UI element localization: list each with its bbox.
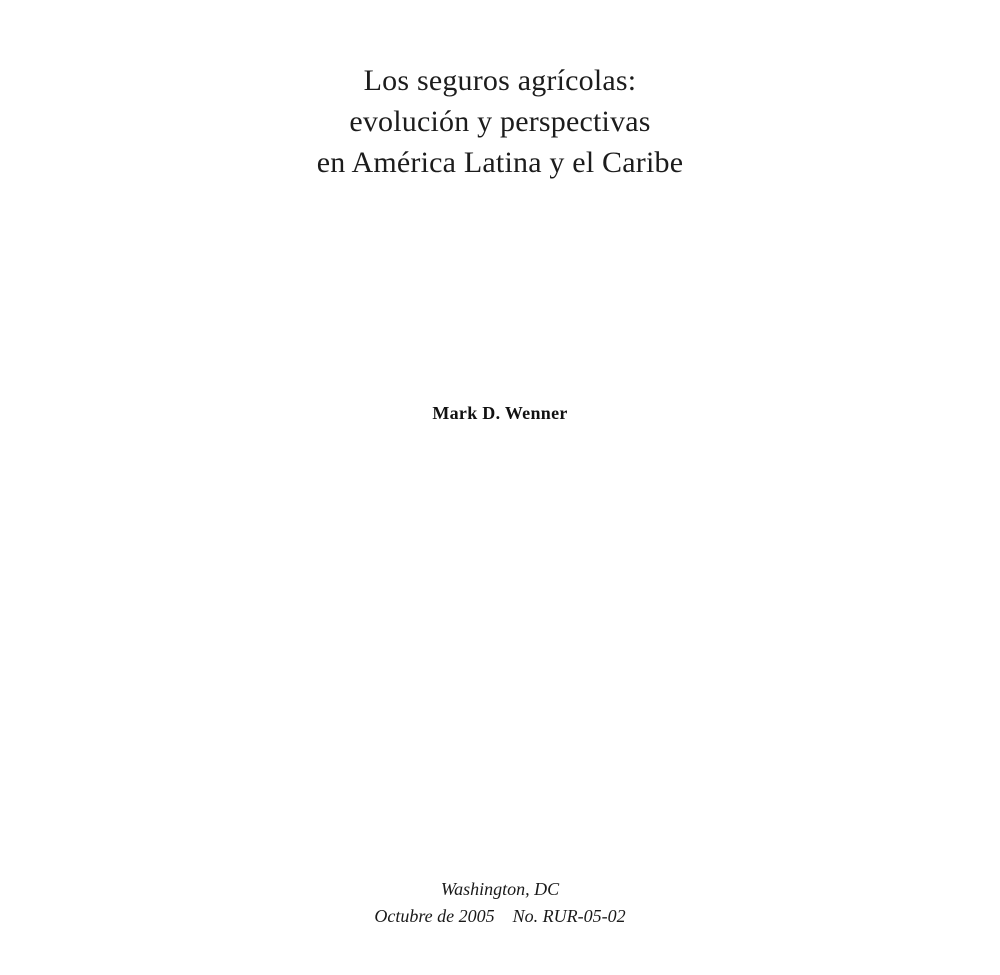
title-line-1: Los seguros agrícolas: <box>363 64 637 97</box>
imprint-place: Washington, DC <box>440 879 560 899</box>
title-line-2: evolución y perspectivas <box>349 105 651 138</box>
author-block <box>0 403 1000 424</box>
imprint-date-and-number <box>0 903 1000 930</box>
imprint-date: Octubre de 2005 <box>374 906 495 926</box>
document-title <box>0 60 1000 183</box>
imprint-report-number: No. RUR-05-02 <box>512 906 626 926</box>
imprint-block <box>0 876 1000 930</box>
title-line-3: en América Latina y el Caribe <box>316 146 684 179</box>
author-name: Mark D. Wenner <box>432 403 568 423</box>
